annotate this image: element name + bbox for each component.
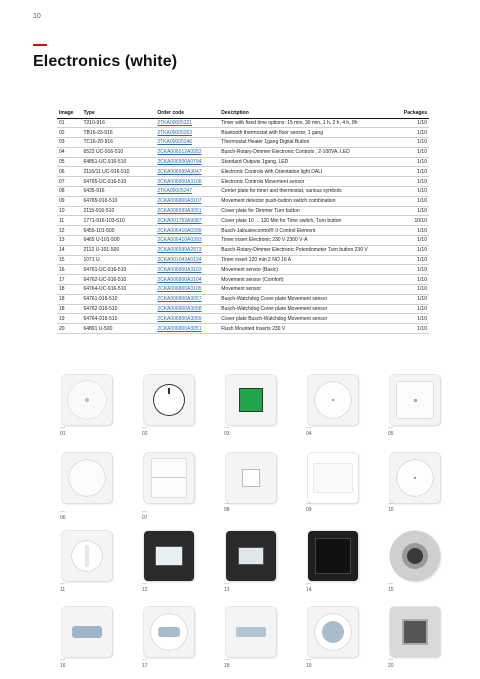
cell-type: 2112 U-101-500	[81, 245, 155, 255]
movement-sensor-basic-icon	[62, 607, 112, 657]
cell-packages: 1/10	[393, 206, 429, 216]
product-label-17: — 17	[142, 663, 148, 669]
cell-image: 14	[57, 245, 81, 255]
cell-order-code[interactable]: 2CKA006800A3051	[155, 324, 219, 334]
cell-order-code[interactable]: 2CKA006599A3051	[155, 206, 219, 216]
table-row	[57, 138, 429, 148]
cell-image: 05	[57, 157, 81, 167]
product-label-18: — 18	[224, 663, 230, 669]
col-packages-header: Packages	[393, 108, 429, 118]
cell-image: 03	[57, 138, 81, 148]
cell-order-code[interactable]: 2CKA006800A3105	[155, 285, 219, 295]
product-row-2	[60, 445, 430, 523]
cell-description: Busch-Watchdog Cover plate Movement sensor	[219, 294, 393, 304]
product-tile-06	[60, 451, 114, 505]
cell-packages: 1/10	[393, 304, 429, 314]
cell-description: Timer insert Electronic 230 V 2300 V·A	[219, 236, 393, 246]
cell-order-code[interactable]: 2CKA006500A0794	[155, 157, 219, 167]
cell-packages: 1/10	[393, 314, 429, 324]
cell-description: Movement sensor (Basic)	[219, 265, 393, 275]
cell-description: Electronic Controls Movement sensor	[219, 177, 393, 187]
cell-packages: 1/10	[393, 255, 429, 265]
rotary-thermostat-icon	[144, 375, 194, 425]
cell-packages: 1/10	[393, 275, 429, 285]
cell-packages: 1/10	[393, 245, 429, 255]
cell-order-code[interactable]: 2TKA00005247	[155, 187, 219, 197]
product-table	[57, 108, 429, 334]
cell-order-code[interactable]: 2CKA006410A0393	[155, 236, 219, 246]
product-label-16: — 16	[60, 663, 66, 669]
cell-description: Busch-Jalousiecontrol® II Control Element	[219, 226, 393, 236]
cell-type: 6435-916	[81, 187, 155, 197]
cell-order-code[interactable]: 2CKA006800A3107	[155, 196, 219, 206]
cell-image: 06	[57, 167, 81, 177]
cell-order-code[interactable]: 2CKA006800A3103	[155, 265, 219, 275]
dial-knob-icon	[62, 531, 112, 581]
table-row	[57, 236, 429, 246]
table-row	[57, 245, 429, 255]
table-row	[57, 285, 429, 295]
table-row	[57, 255, 429, 265]
cell-packages: 1/10	[393, 167, 429, 177]
table-row	[57, 294, 429, 304]
product-label-03: — 03	[224, 431, 230, 437]
cell-description: Busch-Watchdog Cover plate Movement sensor	[219, 304, 393, 314]
cell-packages: 1/10	[393, 236, 429, 246]
cell-image: 13	[57, 236, 81, 246]
product-tile-12	[142, 529, 196, 583]
table-header-row	[57, 108, 429, 118]
cell-type: 2115-916-510	[81, 206, 155, 216]
product-label-13: — 13	[224, 587, 230, 593]
cell-description: Timer with fixed time options: 15 min, 30 min, 1 h, 2 h, 4 h, 8h	[219, 118, 393, 128]
cell-packages: 1/10	[393, 265, 429, 275]
product-label-02: — 02	[142, 431, 148, 437]
cell-description: Cover plate 10 ... 120 Min for Time switch, Turn button	[219, 216, 393, 226]
table-row	[57, 206, 429, 216]
cell-type: 6523 UC-916-510	[81, 147, 155, 157]
cell-type: 2116/11 UC-916-510	[81, 167, 155, 177]
digital-thermostat-icon	[226, 375, 276, 425]
cell-order-code[interactable]: 2CKA006800A3058	[155, 304, 219, 314]
cell-description: Standard Outputs 1gang, LED	[219, 157, 393, 167]
blind-control-insert-icon	[144, 531, 194, 581]
page-number: 10	[33, 13, 41, 20]
table-row	[57, 226, 429, 236]
product-label-07: — 07	[142, 515, 148, 521]
product-tile-08	[224, 451, 278, 505]
watchdog-dome-icon	[308, 607, 358, 657]
cell-order-code[interactable]: 2TKA00005246	[155, 138, 219, 148]
product-label-04: — 04	[306, 431, 312, 437]
product-row-3	[60, 523, 430, 599]
cell-packages: 1/10	[393, 177, 429, 187]
cell-image: 08	[57, 187, 81, 197]
page-title: Electronics (white)	[33, 53, 178, 70]
cell-packages: 1/10	[393, 285, 429, 295]
product-label-14: — 14	[306, 587, 312, 593]
product-tile-04	[306, 373, 360, 427]
cell-order-code[interactable]: 2TKA00005263	[155, 128, 219, 138]
product-row-1	[60, 367, 430, 445]
cell-type: 64891 U-500	[81, 324, 155, 334]
cell-type: 64851-UC-916-510	[81, 157, 155, 167]
product-label-12: — 12	[142, 587, 148, 593]
product-label-10: — 10	[388, 507, 394, 513]
cell-type: 6465 U-101-500	[81, 236, 155, 246]
cell-order-code[interactable]: 2CKA006800A3057	[155, 294, 219, 304]
cell-description: Timer insert 120 min 2 NO 16 A	[219, 255, 393, 265]
movement-sensor-comfort-icon	[144, 607, 194, 657]
cell-description: Bluetooth thermostat with floor sensor, 1 gang	[219, 128, 393, 138]
table-row	[57, 187, 429, 197]
cell-order-code[interactable]: 2CKA006512A0952	[155, 147, 219, 157]
col-order-code-header: Order code	[155, 108, 219, 118]
product-tile-16	[60, 605, 114, 659]
product-tile-02	[142, 373, 196, 427]
cell-image: 10	[57, 206, 81, 216]
push-button-plate-icon	[390, 375, 440, 425]
product-label-08: — 08	[224, 507, 230, 513]
product-tile-09	[306, 451, 360, 505]
accent-bar	[33, 44, 47, 46]
cell-packages: 1/10	[393, 128, 429, 138]
table-row	[57, 177, 429, 187]
cell-image: 15	[57, 255, 81, 265]
cell-packages: 1/10	[393, 226, 429, 236]
cell-description: Movement sensor (Comfort)	[219, 275, 393, 285]
product-image-grid	[60, 367, 430, 679]
table-row	[57, 167, 429, 177]
center-plate-icon	[226, 453, 276, 503]
cell-order-code[interactable]: 2CKA006800A3106	[155, 177, 219, 187]
cell-order-code[interactable]: 2CKA006599A3047	[155, 167, 219, 177]
table-row	[57, 196, 429, 206]
cell-type: TB16-23-916	[81, 128, 155, 138]
cell-description: Movement sensor	[219, 285, 393, 295]
cell-order-code[interactable]: 2CKA001753A9987	[155, 216, 219, 226]
cell-image: 02	[57, 128, 81, 138]
cell-type: 64765-916-510	[81, 196, 155, 206]
timer-insert-icon	[226, 531, 276, 581]
product-tile-01	[60, 373, 114, 427]
cell-description: Cover plate Busch-Watchdog Movement sensor	[219, 314, 393, 324]
product-tile-05	[388, 373, 442, 427]
cell-type: 1771-916-103-510	[81, 216, 155, 226]
table-row	[57, 118, 429, 128]
cell-image: 17	[57, 275, 81, 285]
cell-image: 01	[57, 118, 81, 128]
cell-image: 18	[57, 304, 81, 314]
timer-mechanism-icon	[390, 531, 440, 581]
cell-description: Thermostat Heater 1gang Digital Button	[219, 138, 393, 148]
product-label-05: — 05	[388, 431, 394, 437]
cell-image: 16	[57, 265, 81, 275]
cell-description: Movement detector push-button switch combination	[219, 196, 393, 206]
cell-type: 64761-916-510	[81, 294, 155, 304]
round-knob-plate-icon	[390, 453, 440, 503]
table-row	[57, 147, 429, 157]
product-tile-11	[60, 529, 114, 583]
cell-image: 07	[57, 177, 81, 187]
cell-packages: 10/10	[393, 216, 429, 226]
cell-image: 19	[57, 314, 81, 324]
table-body	[57, 118, 429, 334]
col-description-header: Description	[219, 108, 393, 118]
table-row	[57, 157, 429, 167]
product-tile-14	[306, 529, 360, 583]
col-type-header: Type	[81, 108, 155, 118]
cell-image: 11	[57, 216, 81, 226]
cell-type: 64765-UC-916-510	[81, 177, 155, 187]
product-tile-20	[388, 605, 442, 659]
cell-packages: 1/10	[393, 324, 429, 334]
cell-type: 64761-UC-916-510	[81, 265, 155, 275]
table-row	[57, 128, 429, 138]
table-row	[57, 324, 429, 334]
cell-image: 18	[57, 285, 81, 295]
movement-sensor-flat-icon	[226, 607, 276, 657]
cell-order-code[interactable]: 2TKA00005221	[155, 118, 219, 128]
timer-plate-icon	[62, 375, 112, 425]
product-row-4	[60, 599, 430, 679]
product-label-15: — 15	[388, 587, 394, 593]
cell-type: 1071 U	[81, 255, 155, 265]
cell-description: Electronic Controls with Orientation light DALI	[219, 167, 393, 177]
cell-image: 09	[57, 196, 81, 206]
cell-order-code[interactable]: 2CKA006599A2873	[155, 245, 219, 255]
cell-order-code[interactable]: 2CKA006410A0399	[155, 226, 219, 236]
two-button-plate-icon	[62, 453, 112, 503]
cell-packages: 1/10	[393, 157, 429, 167]
cell-type: TC16-20-916	[81, 138, 155, 148]
dimmer-insert-icon	[308, 531, 358, 581]
cell-description: Busch-Rotary-Dimmer Electronic Controls , 2-100VA, LED	[219, 147, 393, 157]
product-tile-17	[142, 605, 196, 659]
cell-order-code[interactable]: 2CKA006800A3059	[155, 314, 219, 324]
product-tile-07	[142, 451, 196, 505]
cell-description: Busch-Rotary-Dimmer Electronic Potentiometer Turn button 230 V	[219, 245, 393, 255]
cell-type: 6455-101-500	[81, 226, 155, 236]
cell-type: 64764-916-510	[81, 314, 155, 324]
product-tile-15	[388, 529, 442, 583]
product-label-06: — 06	[60, 515, 66, 521]
flat-rocker-icon	[308, 453, 358, 503]
product-label-09: — 09	[306, 507, 312, 513]
cell-packages: 1/10	[393, 138, 429, 148]
rotary-dimmer-icon	[308, 375, 358, 425]
cell-image: 12	[57, 226, 81, 236]
col-image-header: Image	[57, 108, 81, 118]
product-tile-19	[306, 605, 360, 659]
cell-description: Flush Mounted Inserts 230 V	[219, 324, 393, 334]
table-row	[57, 304, 429, 314]
product-tile-03	[224, 373, 278, 427]
cell-packages: 1/10	[393, 294, 429, 304]
cell-image: 18	[57, 294, 81, 304]
cell-type: T210-916	[81, 118, 155, 128]
product-label-20: — 20	[388, 663, 394, 669]
cell-description: Center plate for timer and thermostat, various symbols	[219, 187, 393, 197]
product-tile-10	[388, 451, 442, 505]
table-row	[57, 216, 429, 226]
cell-type: 64762-UC-916-510	[81, 275, 155, 285]
product-tile-18	[224, 605, 278, 659]
cell-type: 64764-UC-916-510	[81, 285, 155, 295]
cell-packages: 1/10	[393, 147, 429, 157]
table-row	[57, 275, 429, 285]
product-label-19: — 19	[306, 663, 312, 669]
cell-packages: 1/10	[393, 196, 429, 206]
product-tile-13	[224, 529, 278, 583]
cell-description: Cover plate for Dimmer Turn button	[219, 206, 393, 216]
rocker-switch-icon	[144, 453, 194, 503]
product-label-11: — 11	[60, 587, 65, 593]
product-label-01: — 01	[60, 431, 66, 437]
cell-type: 64762-916-510	[81, 304, 155, 314]
cell-order-code[interactable]: 2CKA006800A3104	[155, 275, 219, 285]
cell-image: 04	[57, 147, 81, 157]
cell-order-code[interactable]: 2CKA001043A0124	[155, 255, 219, 265]
cell-image: 20	[57, 324, 81, 334]
table-row	[57, 265, 429, 275]
flush-insert-icon	[390, 607, 440, 657]
table-row	[57, 314, 429, 324]
cell-packages: 1/10	[393, 118, 429, 128]
cell-packages: 1/10	[393, 187, 429, 197]
